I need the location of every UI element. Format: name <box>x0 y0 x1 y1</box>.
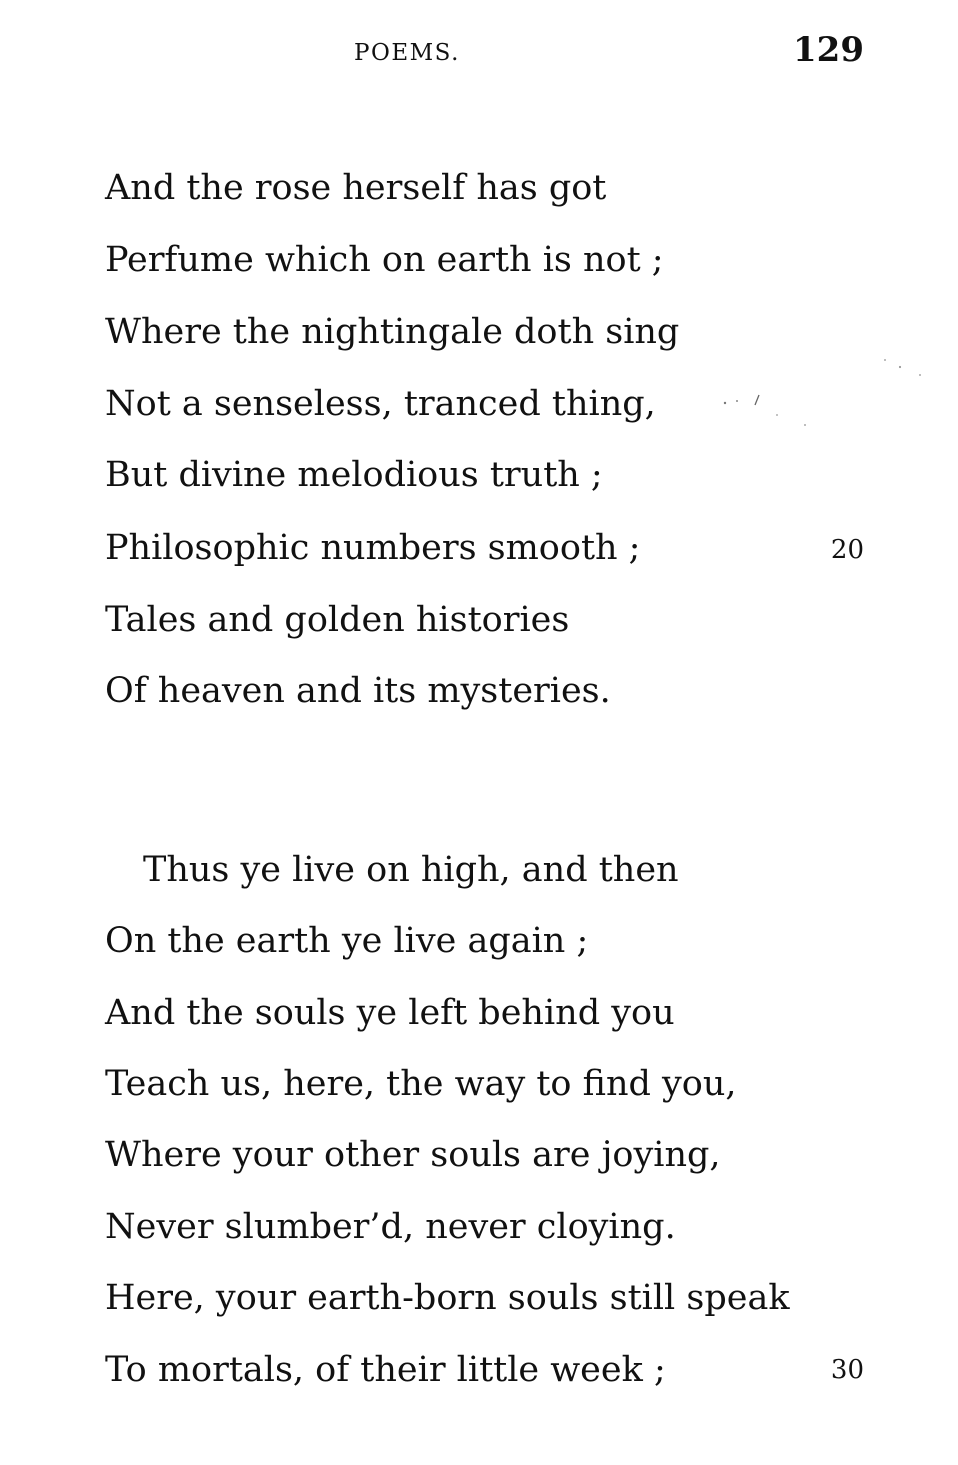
poem-line: Tales and golden histories <box>105 600 570 640</box>
poem-line: Here, your earth-born souls still speak <box>105 1278 790 1318</box>
poem-line: Never slumber’d, never cloying. <box>105 1207 676 1247</box>
line-number: 30 <box>830 1355 864 1385</box>
poem-line: Of heaven and its mysteries. <box>105 671 611 711</box>
poem-line: To mortals, of their little week ; <box>105 1350 666 1390</box>
poem-line: Where your other souls are joying, <box>105 1135 721 1175</box>
poem-line: Thus ye live on high, and then <box>143 850 679 890</box>
poem-line: But divine melodious truth ; <box>105 455 603 495</box>
poem-line: Perfume which on earth is not ; <box>105 240 664 280</box>
poem-line: Philosophic numbers smooth ; <box>105 528 641 568</box>
page-number: 129 <box>793 30 864 70</box>
running-head: POEMS. <box>354 40 460 66</box>
paper-specks <box>715 355 935 435</box>
poem-line: And the souls ye left behind you <box>105 993 675 1033</box>
poem-line: And the rose herself has got <box>105 168 607 208</box>
poem-line: Teach us, here, the way to find you, <box>105 1064 737 1104</box>
poem-line: Where the nightingale doth sing <box>105 312 680 352</box>
line-number: 20 <box>830 535 864 565</box>
poem-line: On the earth ye live again ; <box>105 921 589 961</box>
poem-line: Not a senseless, tranced thing, <box>105 384 656 424</box>
